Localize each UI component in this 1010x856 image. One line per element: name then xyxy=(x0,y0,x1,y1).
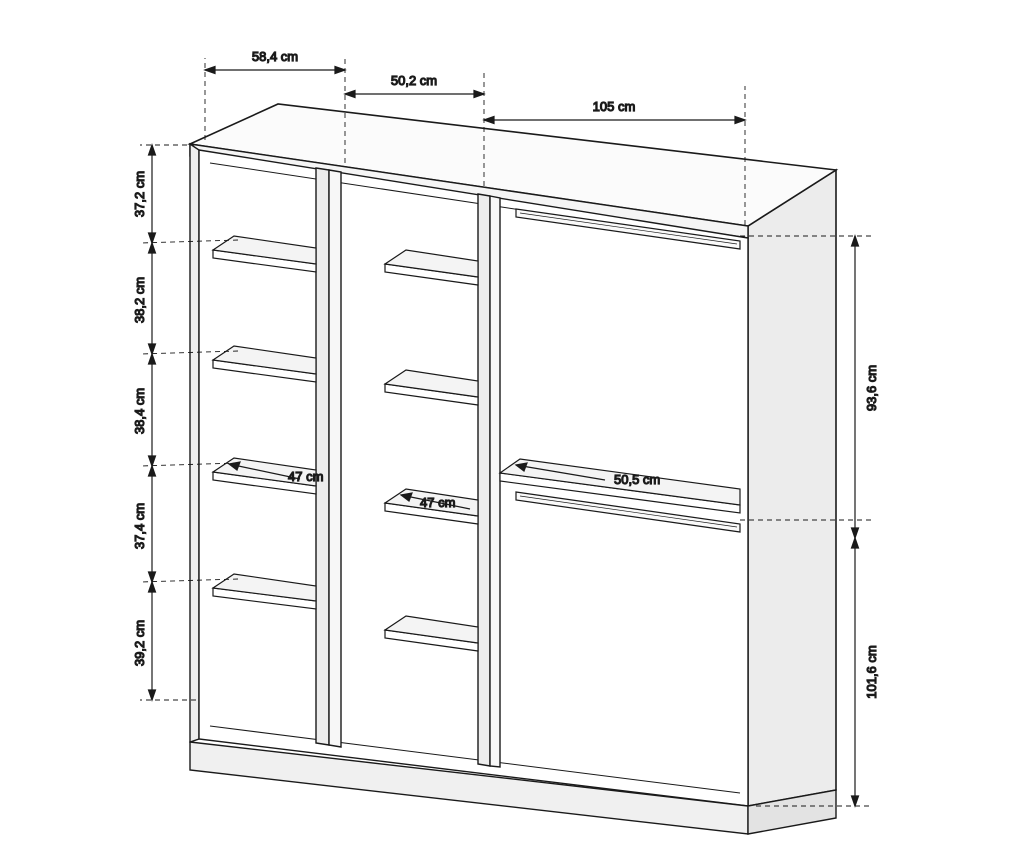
arrow-left-1-start xyxy=(149,145,156,155)
label-left-5: 39,2 cm xyxy=(132,619,147,667)
label-left-3: 38,4 cm xyxy=(132,387,147,435)
arrow-left-5-end xyxy=(149,690,156,700)
label-right-bottom: 101,6 cm xyxy=(864,645,879,699)
arrow-top-mid-start xyxy=(345,91,355,98)
label-top-mid-width: 50,2 cm xyxy=(390,73,438,88)
arrow-left-5-start xyxy=(149,582,156,592)
right-dimensions xyxy=(852,236,880,806)
divider-right xyxy=(478,194,490,766)
arrow-right-bottom-end xyxy=(852,796,859,806)
arrow-right-top-start xyxy=(852,236,859,246)
left-side-panel xyxy=(190,144,199,742)
label-left-1: 37,2 cm xyxy=(132,170,147,218)
label-shelf-depth-left: 47 cm xyxy=(288,469,324,484)
label-shelf-depth-right: 50,5 cm xyxy=(614,472,661,487)
label-left-4: 37,4 cm xyxy=(132,502,147,550)
divider-left xyxy=(316,168,329,745)
label-left-2: 38,2 cm xyxy=(132,276,147,324)
arrow-top-mid-end xyxy=(474,91,484,98)
label-top-left-width: 58,4 cm xyxy=(251,49,299,64)
arrow-top-right-end xyxy=(735,117,745,124)
arrow-top-right-start xyxy=(484,117,494,124)
arrow-top-left-start xyxy=(205,67,215,74)
label-shelf-depth-mid: 47 cm xyxy=(420,495,456,510)
arrow-left-3-start xyxy=(149,354,156,364)
label-top-right-width: 105 cm xyxy=(592,99,636,114)
arrow-left-2-start xyxy=(149,243,156,253)
left-dimensions xyxy=(132,145,156,700)
arrow-left-4-start xyxy=(149,466,156,476)
arrow-right-bottom-start xyxy=(852,538,859,548)
divider-right-2 xyxy=(490,196,500,767)
right-side-panel xyxy=(748,170,836,806)
divider-left-2 xyxy=(329,170,341,747)
label-right-top: 93,6 cm xyxy=(864,364,879,412)
arrow-top-left-end xyxy=(335,67,345,74)
